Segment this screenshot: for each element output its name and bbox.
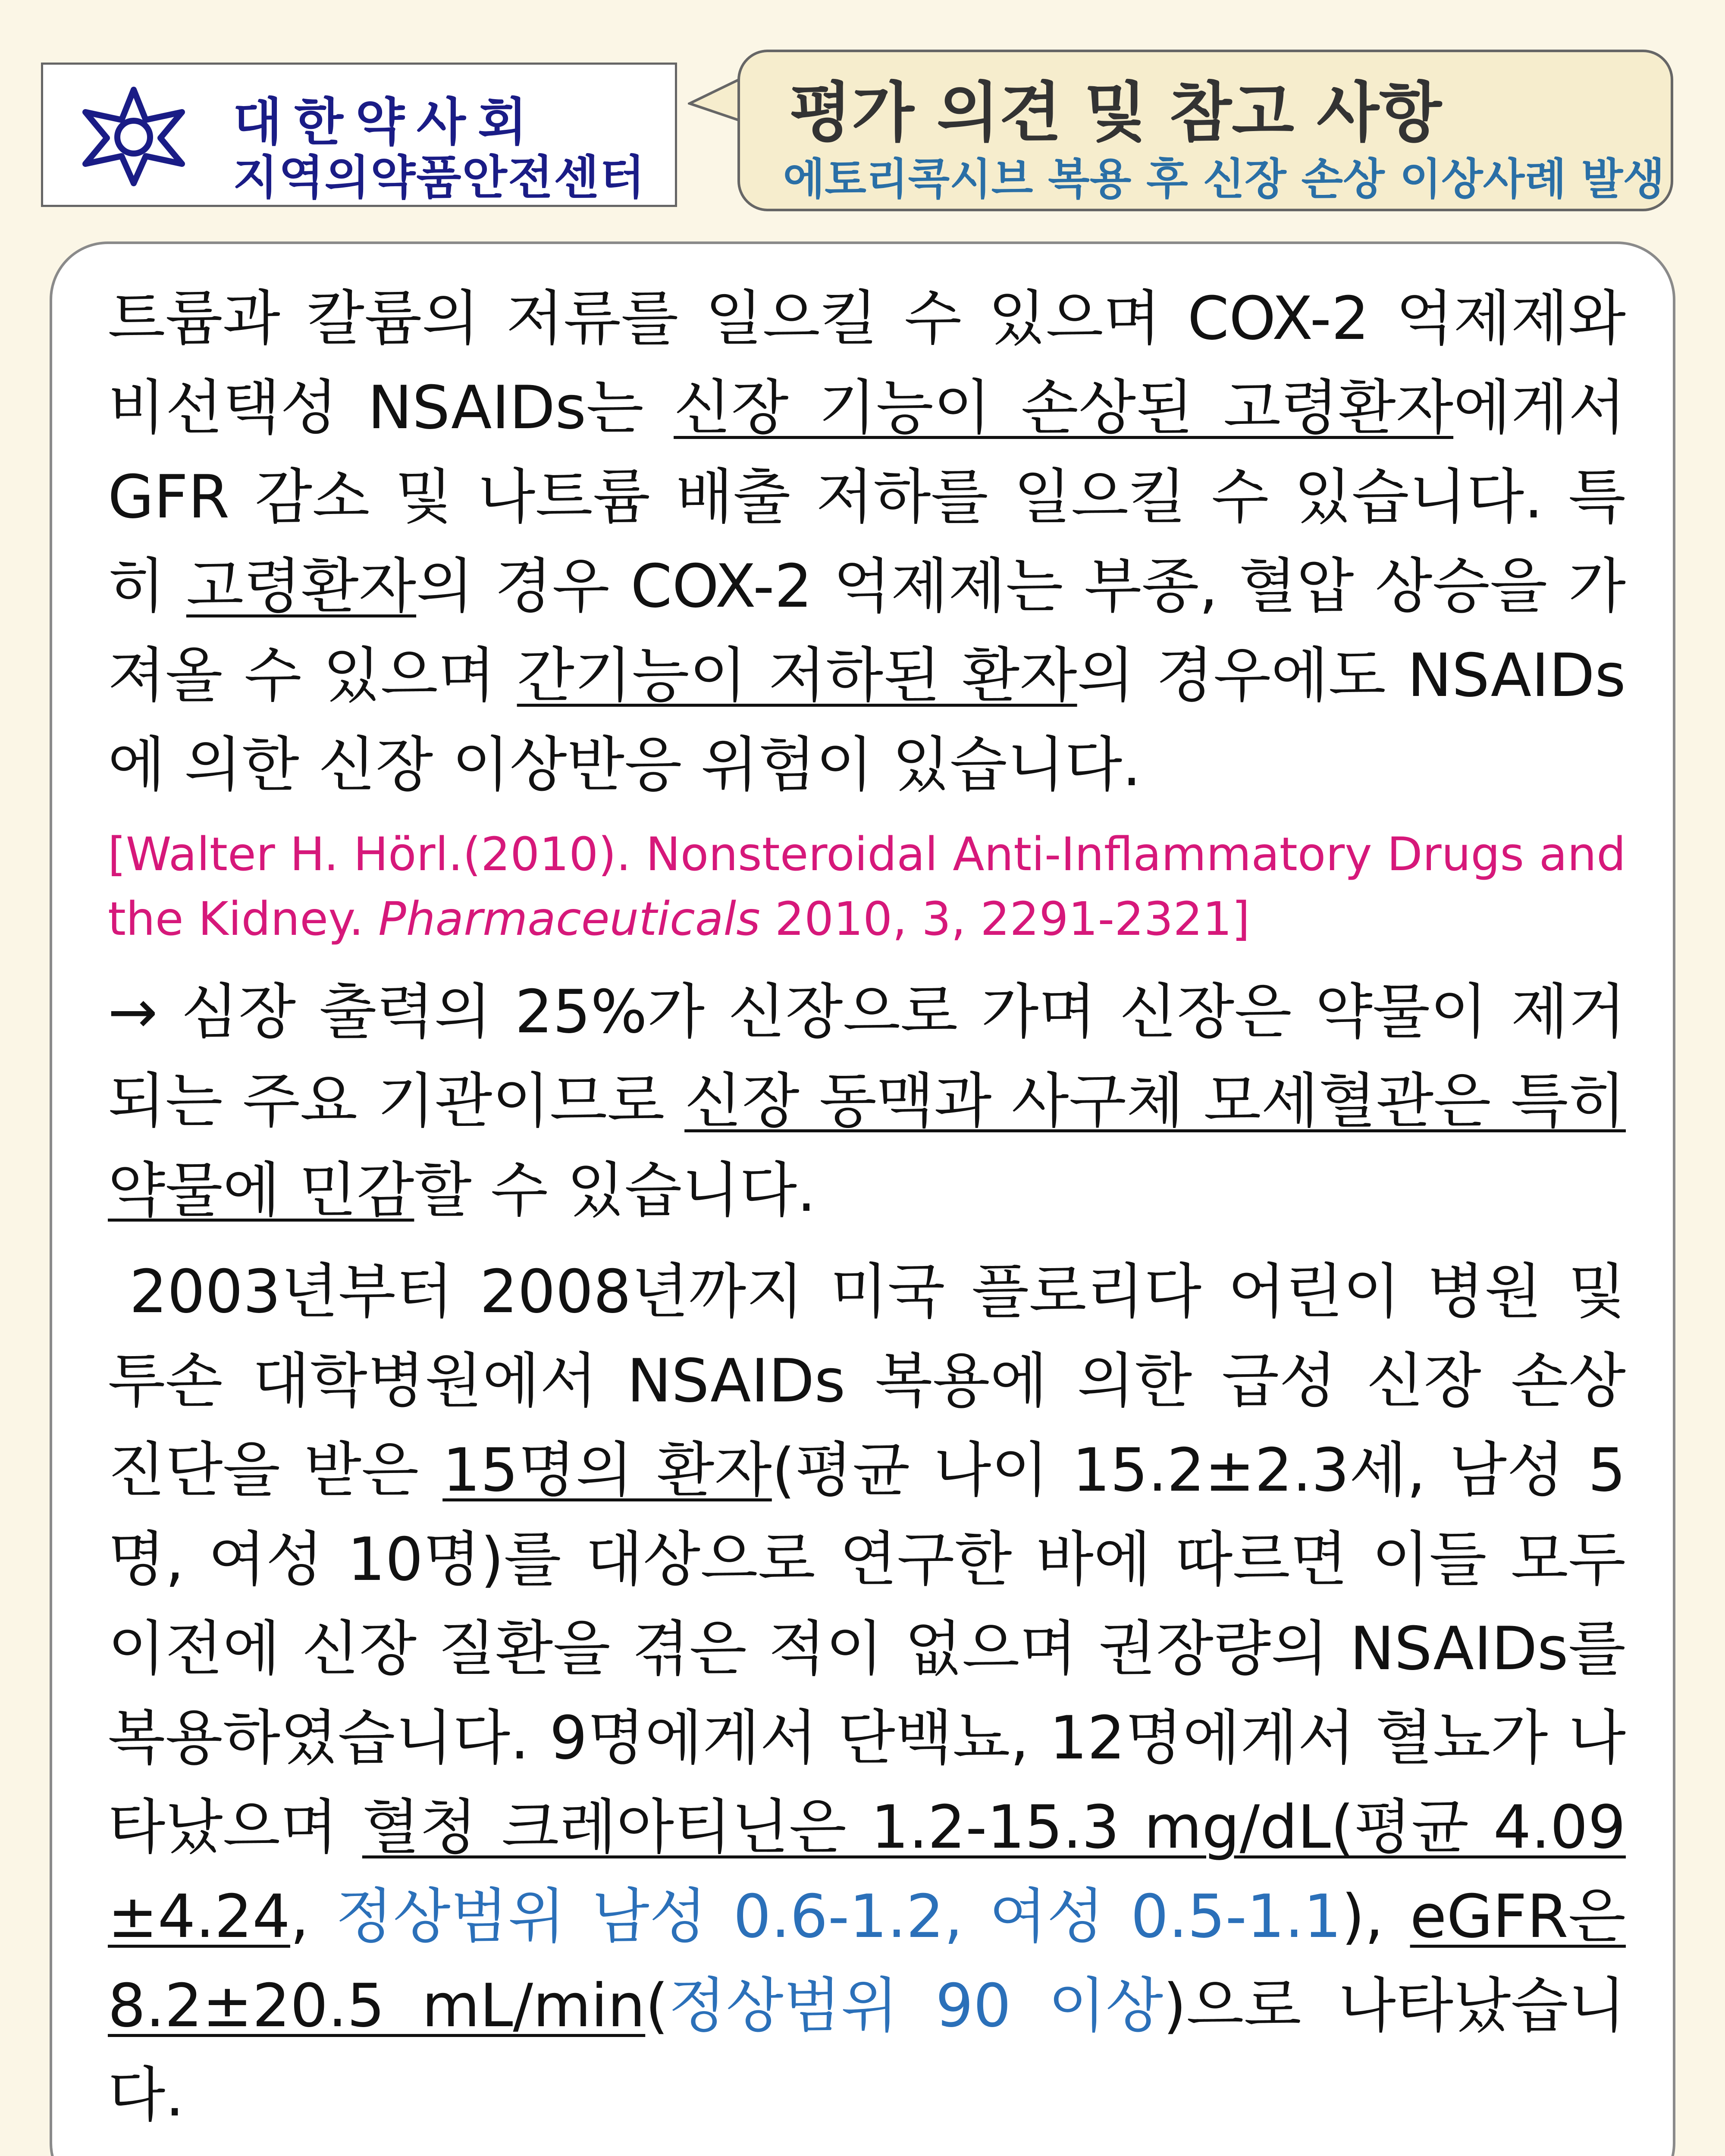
text-run: , xyxy=(290,1882,336,1951)
underlined-phrase: 고령환자 xyxy=(186,552,417,621)
paragraph-2 xyxy=(108,967,1626,1235)
text-run: ( xyxy=(645,1971,669,2040)
underlined-phrase: 간기능이 저하된 환자 xyxy=(517,641,1077,710)
text-run: 2003년부터 2008년까지 미국 플로리다 어린이 병원 및 투손 대학병원에서 NSAIDs 복용에 의한 급성 신장 손상 진단을 받은 xyxy=(108,1257,1626,1505)
citation-text: 2010, 3, 2291-2321] xyxy=(760,893,1250,946)
text-run: 의 경우에도 NSAIDs에 의한 신장 이상반응 위험이 있습니다. xyxy=(108,641,1626,799)
text-run: 트륨과 칼륨의 저류를 일으킬 수 있으며 COX-2 억제제와 비선택성 NSAIDs는 xyxy=(108,284,1626,442)
reference-citation xyxy=(108,822,1626,952)
text-run: )으로 나타났습니다. xyxy=(108,1971,1626,2130)
text-run: 에게서 GFR 감소 및 나트륨 배출 저하를 일으킬 수 있습니다. 특히 xyxy=(108,373,1626,621)
body-text xyxy=(108,274,1626,2156)
text-run: 할 수 있습니다. xyxy=(414,1156,816,1225)
underlined-phrase: 혈청 크레아티닌은 1.2-15.3 mg/dL(평균 4.09±4.24 xyxy=(108,1792,1626,1951)
paragraph-3 xyxy=(108,1247,1626,2140)
underlined-phrase: 신장 기능이 손상된 고령환자 xyxy=(674,373,1454,442)
logo-title: 대한약사회 xyxy=(233,92,539,152)
paragraph-4 xyxy=(108,2152,1626,2156)
bubble-tail xyxy=(688,73,744,125)
section-title: 평가 의견 및 참고 사항 xyxy=(789,75,1442,150)
text-run: → 심장 출력의 25%가 신장으로 가며 신장은 약물이 제거되는 주요 기관이므로 xyxy=(108,977,1626,1136)
underlined-phrase: eGFR은 8.2±20.5 mL/min xyxy=(108,1882,1626,2040)
underlined-phrase: 15명의 환자 xyxy=(442,1435,772,1505)
pharmacist-association-emblem-icon xyxy=(69,82,198,190)
paragraph-1 xyxy=(108,274,1626,809)
text-run: ), xyxy=(1341,1882,1410,1951)
text-run: (평균 나이 15.2±2.3세, 남성 5명, 여성 10명)를 대상으로 연구한 바에 따르면 이들 모두 이전에 신장 질환을 겪은 적이 없으며 권장량의 NSAIDs를 복용하였습니다. 9명에게서 단백뇨, 12명에게서 혈뇨가 나타났으며 xyxy=(108,1435,1626,1862)
text-run: 의 경우 COX-2 억제제는 부종, 혈압 상승을 가져올 수 있으며 xyxy=(108,552,1626,710)
underlined-phrase: 신장 동맥과 사구체 모세혈관은 특히 약물에 민감 xyxy=(108,1066,1626,1225)
normal-range-note: 정상범위 90 이상 xyxy=(668,1971,1164,2040)
case-subtitle: 에토리콕시브 복용 후 신장 손상 이상사례 발생 xyxy=(783,154,1665,204)
logo-subtitle: 지역의약품안전센터 xyxy=(233,151,646,205)
journal-name: Pharmaceuticals xyxy=(378,893,760,946)
normal-range-note: 정상범위 남성 0.6-1.2, 여성 0.5-1.1 xyxy=(336,1882,1342,1951)
citation-text: [Walter H. Hörl.(2010). Nonsteroidal Anti-Inflammatory Drugs and the Kidney. xyxy=(108,828,1626,946)
logo-box xyxy=(41,63,677,207)
